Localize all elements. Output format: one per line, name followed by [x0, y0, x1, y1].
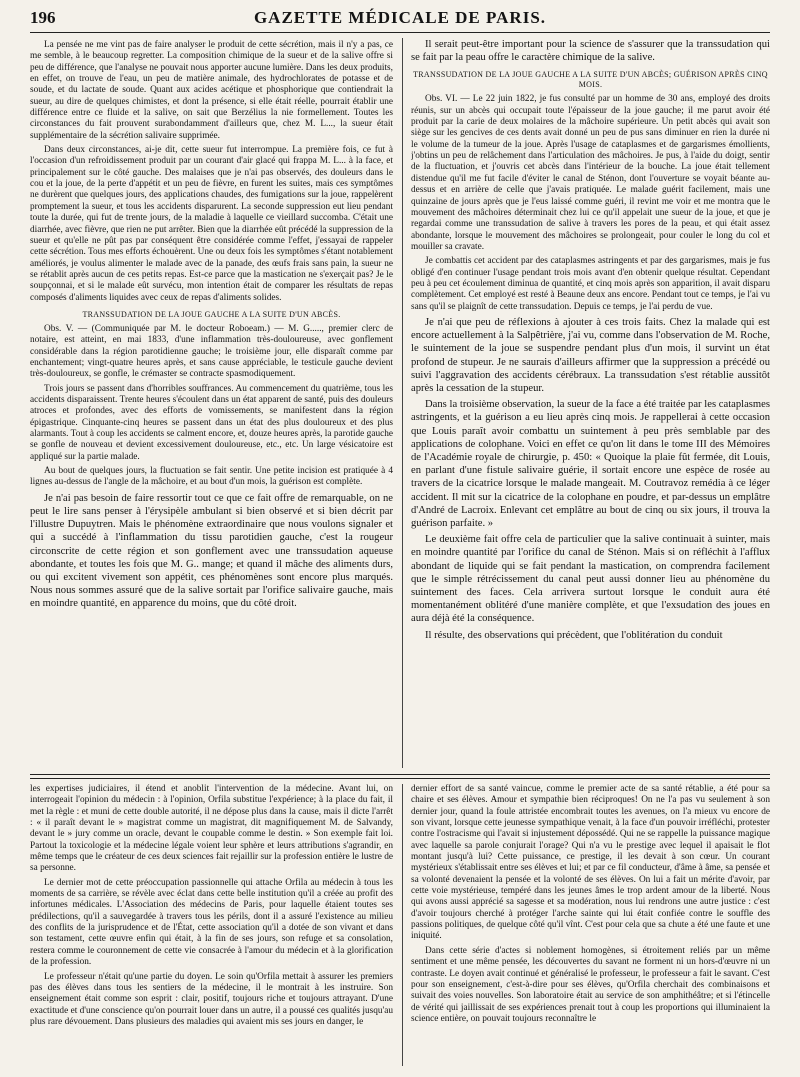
paragraph: dernier effort de sa santé vaincue, comme le premier acte de sa santé rétablie, a été pour sa chaire et ses élèves. Amour et sympathie bien réciproques! On ne l'a pas vu seulement à son dernier jour, quand la foule attristée encombrait toutes les avenues, on l'a mieux vu encore de son vivant, lorsque cette jeunesse sympathique venait, à la face d'un pouvoir irréfléchi, protester contre l'ostracisme qui l'avait si injustement dépossédé. Qui ne se rappelle la puissance magique avec laquelle sa parole conjurait l'orage? Qui n'a vu le prestige avec lequel il apaisait le flot montant jusqu'à lui? Cette puissance, ce prestige, il les devait à son cœur. Un courant mystérieux s'établissait entre ses élèves et lui; et par ce fil conducteur, d'âme à âme, sa pensée et sa volonté devenaient la pensée et la volonté de ses élèves. On lui a fait un mérite d'avoir, par cette voie mystérieuse, tempéré dans les jeunes âmes le trop ardent amour de la liberté. Nous qui avons aussi apprécié sa sagesse et sa modération, nous lui rendrons une autre justice : c'est d'avoir toujours cherché à protéger l'arche sainte qui lui était confiée contre le souffle des passions politiques, de quelque côté qu'il vînt. C'est pour cela que sa chute a été une faute et une iniquité. [411, 784, 770, 942]
paragraph: Dans la troisième observation, la sueur de la face a été traitée par les cataplasmes astringents, et la guérison a eu lieu après cinq mois. Je rappellerai à cette occasion que Louis paraît avoir combattu un suintement à peu près semblable par des applications de colophane. Voici en effet ce qu'on lit dans le tome III des Mémoires de l'Académie royale de chirurgie, p. 450: « Quoique la plaie fût fermée, dit Louis, en parlant d'une fistule salivaire guérie, il sortait encore une espèce de rosée au travers de la cicatrice lorsque le malade mangeait. M. Coutravoz remédia à ce léger accident. Il mit sur la cicatrice de la colophane en poudre, et par-dessus un emplâtre d'André de Lacroix. Enlevant cet emplâtre au bout de cinq ou six jours, il trouva la guérison parfaite. » [411, 399, 770, 529]
paragraph: Le deuxième fait offre cela de particulier que la salive continuait à suinter, mais en moindre quantité par l'orifice du canal de Sténon. Mais si on réfléchit à l'afflux abondant de liquide qui se fait pendant la mastication, on comprendra facilement que le simple rétrécissement du canal peut aussi donner lieu au phénomène du suintement des faces. Cela arrivera surtout lorsque le conduit aura été momentanément oblitéré d'une manière complète, et que l'exsudation des joues en aura déjà été la conséquence. [411, 534, 770, 625]
page-number: 196 [30, 8, 56, 27]
page-header [30, 6, 770, 33]
journal-title: GAZETTE MÉDICALE DE PARIS. [253, 8, 547, 27]
paragraph: Obs. V. — (Communiquée par M. le docteur Roboeam.) — M. G....., premier clerc de notaire, est atteint, en mai 1833, d'une inflammation très-douloureuse, avec gonflement considérable dans la région parotidienne gauche; le troisième jour, elle disparaît comme par enchantement; vingt-quatre heures après, et sans cause appréciable, le testicule gauche devient très-douloureux, se gonfle, le crémaster se contracte spasmodiquement. [30, 323, 393, 380]
column-divider-lower [402, 784, 403, 1066]
paragraph: La pensée ne me vint pas de faire analyser le produit de cette sécrétion, mais il n'y a pas, ce me semble, à le beaucoup regretter. La composition chimique de la sueur et de la salive offre si peu de différence, que l'analyse ne pouvait nous apporter aucune lumière. Dans les deux produits, en effet, on trouve de l'eau, un peu de matière animale, des hydrochlorates de potasse et de soude, et du lactate de soude. Quant aux acides acétique et phosphorique que contiendrait la sueur, au dire de quelques chimistes, et dont la présence, si elle était réelle, pourrait établir une différence entre ce fluide et la salive, on sait que Berzélius la nie formellement. Toutes les circonstances du fait prouvent surabondamment d'ailleurs que, chez M. L..., la sueur était supplémentaire de la sécrétion salivaire supprimée. [30, 40, 393, 141]
upper-right-column [411, 38, 770, 770]
paragraph: Je n'ai que peu de réflexions à ajouter à ces trois faits. Chez la malade qui est encore actuellement à la Salpêtrière, j'ai vu, comme dans l'observation de M. Roche, le suintement de la joue se suspendre pendant plus d'un mois, il survint un état profond de stupeur. Je ne saurais d'ailleurs affirmer que la suppression a précédé ou suivi l'aggravation des accidents cérébraux. La transsudation s'est rétablie aussitôt après la cessation de la stupeur. [411, 316, 770, 394]
paragraph: Je combattis cet accident par des cataplasmes astringents et par des gargarismes, mais je fus obligé d'en continuer l'usage pendant trois mois avant d'en obtenir quelque résultat. Cependant peu à peu cet écoulement diminua de quantité, et cinq mois après son apparition, il avait disparu complètement. Cet employé est resté à Beaune deux ans encore. Pendant tout ce temps, je l'ai vu sans qu'il se plaignît de cette transsudation. Depuis ce temps, je l'ai perdu de vue. [411, 256, 770, 312]
paragraph: Il serait peut-être important pour la science de s'assurer que la transsudation qui se fait par la peau offre le caractère chimique de la salive. [411, 39, 770, 64]
upper-left-column [30, 40, 393, 770]
paragraph: Je n'ai pas besoin de faire ressortir tout ce que ce fait offre de remarquable, on ne peut le lire sans penser à l'érysipèle ambulant si bien observé et si bien décrit par l'illustre Dupuytren. Mais le phénomène extraordinaire que nous voulons signaler et qui a succédé à l'inflammation du tissu parotidien gauche, c'est la rougeur circonscrite de cette région et son gonflement avec une transsudation aqueuse abondante, et toutes les fois que M. G.. mange; et quand il mâche des aliments durs, ou qui excitent vivement son appétit, ces phénomènes sont encore plus marqués. Nous nous sommes assuré que de la salive sortait par l'orifice salivaire gauche, mais en moindre quantité, en apparence du moins, que du côté droit. [30, 492, 393, 610]
paragraph: Trois jours se passent dans d'horribles souffrances. Au commencement du quatrième, tous les accidents disparaissent. Trente heures s'écoulent dans un état apparent de santé, puis des douleurs atroces et profondes, avec des efforts de vomissements, se manifestent dans la région épigastrique. Cinquante-cinq heures se passent dans un état des plus douloureux et des plus alarmants. Tout à coup les accidents se calment encore, et, douze heures après, la parotide gauche se gonfle de nouveau et devient excessivement douloureuse, etc., etc. Un large vésicatoire est appliqué sur la partie malade. [30, 383, 393, 462]
paragraph: Obs. VI. — Le 22 juin 1822, je fus consulté par un homme de 30 ans, employé des droits réunis, sur un abcès qui occupait toute l'épaisseur de la joue gauche; il me parut avoir été produit par la carie de deux molaires de la mâchoire supérieure. Un petit abcès qui avait son siège sur les gencives de ces dents avait donné un peu de pus sans diminuer en rien la durée ni le volume de la tumeur de la joue. Après l'usage de cataplasmes et de gargarismes émollients, j'obtins un peu de relâchement dans l'articulation des mâchoires. Je pus, à l'aide du doigt, sentir de la fluctuation, et j'ouvris cet abcès dans l'intérieur de la bouche. La joue était tellement distendue qu'il me fut facile d'éviter le canal de Sténon, dont l'ouverture se voyait béante au-dessus et en arrière de celle que j'avais pratiquée. Le malade guérit facilement, mais une quinzaine de jours après que je l'eus laissé comme guéri, il revint me voir et me montra que le mouvement des mâchoires déterminait chez lui ce qu'il appelait une sueur de la joue, et que je regardai comme une transsudation de salive à travers les pores de la peau, et qui était assez abondante, lorsque le mouvement des mâchoires se prolongeait, pour couler le long du col et mouiller sa cravate. [411, 94, 770, 252]
section-divider [30, 774, 770, 775]
paragraph: Le dernier mot de cette préoccupation passionnelle qui attache Orfila au médecin à tous les moments de sa carrière, se révèle avec éclat dans cette belle institution qu'il a créée au profit des infortunes médicales. L'Association des médecins de Paris, pour laquelle étaient toutes ses prédilections, qu'il a sauvegardée à travers tous les périls, dont il a assuré l'existence au milieu des conflits de la jurisprudence et de l'État, cette association qu'il a dotée de son vivant et dans son testament, cette œuvre enfin qui était, à la fin de ses jours, son refuge et sa consolation, restera comme le couronnement de cette vie consacrée à l'amour du médecin et à la glorification de la profession. [30, 877, 393, 968]
column-divider [402, 38, 403, 768]
lower-right-column [411, 784, 770, 1072]
section-heading: TRANSSUDATION DE LA JOUE GAUCHE A LA SUITE D'UN ABCÈS. [82, 309, 341, 319]
lower-left-column [30, 784, 393, 1072]
section-divider-thin [30, 778, 770, 779]
section-heading: TRANSSUDATION DE LA JOUE GAUCHE A LA SUITE D'UN ABCÈS; GUÉRISON APRÈS CINQ MOIS. [413, 70, 768, 90]
paragraph: les expertises judiciaires, il étend et anoblit l'intervention de la médecine. Avant lui, on interrogeait l'opinion du médecin : à l'opinion, Orfila substitue l'expérience; à la place du fait, il met la règle : et muni de cette double autorité, il ne dépose plus dans la cause, mais il dicte l'arrêt : « il paraît devant le » magistrat comme un magistrat, dit magnifiquement M. de Salvandy, devant le » jury comme un oracle, devant le coupable comme le destin. » Son exemple fait loi. Partout la toxicologie et la médecine légale voient leur sphère et leurs attributions s'agrandir, en même temps que le créateur de ces deux sciences fait rejaillir sur la profession entière le lustre de sa personne. [30, 784, 393, 874]
paragraph: Au bout de quelques jours, la fluctuation se fait sentir. Une petite incision est pratiquée à 4 lignes au-dessus de l'angle de la mâchoire, et au bout d'un mois, la guérison est complète. [30, 466, 393, 488]
paragraph: Il résulte, des observations qui précèdent, que l'oblitération du conduit [425, 629, 723, 641]
paragraph: Le professeur n'était qu'une partie du doyen. Le soin qu'Orfila mettait à assurer les premiers pas des élèves dans tous les sentiers de la médecine, il le montrait à les instruire. Son enseignement était comme son esprit : clair, positif, toujours riche et toujours attrayant. D'une exactitude et d'une conscience qu'on pourrait louer dans un autre, il a poussé ces qualités jusqu'au plus rare dévouement. Dans plusieurs des maladies qui avaient mis ses jours en danger, le [30, 971, 393, 1027]
paragraph: Dans cette série d'actes si noblement homogènes, si étroitement reliés par un même sentiment et une même pensée, les découvertes du savant ne forment ni un hors-d'œuvre ni un contraste. Le doyen avait continué et généralisé le professeur, le professeur a fait le savant. C'est pour son enseignement, c'est-à-dire pour ses élèves, qu'Orfila cherchait des combinaisons et suivait des voies nouvelles. Son laboratoire était au service de son amphithéâtre; et si l'étincelle de vérité qui jaillissait de ses expériences prenait tout à coup les proportions qui illuminaient la science entière, on pouvait toujours reconnaître le [411, 945, 770, 1024]
paragraph: Dans deux circonstances, ai-je dit, cette sueur fut interrompue. La première fois, ce fut à l'occasion d'un refroidissement produit par un courant d'air glacé qui frappa M. L... à la face, et principalement sur le côté gauche. Des malaises que je n'ai pas observés, des douleurs dans le cou et la joue, de la perte d'appétit et un peu de fièvre, en furent les suites, mais ces symptômes ne durèrent que quelques jours, des applications chaudes, des fumigations sur la joue, rappelèrent promptement la sueur, et tous les accidents disparurent. La seconde suppression eut lieu pendant toute la durée, qui fut de trente jours, de la maladie à laquelle ce vieillard succomba. C'était une diarrhée, avec fièvre, que rien ne put arrêter. Bien que la diarrhée eût précédé la suppression de la sueur et qu'elle ne pût pas par conséquent être considérée comme l'effet, j'essayai de rappeler cette sécrétion. Tous mes efforts échouèrent. Une ou deux fois les symptômes s'étant notablement améliorés, je voulus alimenter le malade avec de la panade, des œufs frais sans pain, la sueur ne se rétablit après aucun de ces petits repas. Est-ce parce que la mastication ne s'exerçait pas? Je le soupçonnai, et si le malade eût survécu, mon intention était de comparer les résultats de repas composés d'aliments liquides avec ceux de repas d'aliments solides. [30, 145, 393, 303]
